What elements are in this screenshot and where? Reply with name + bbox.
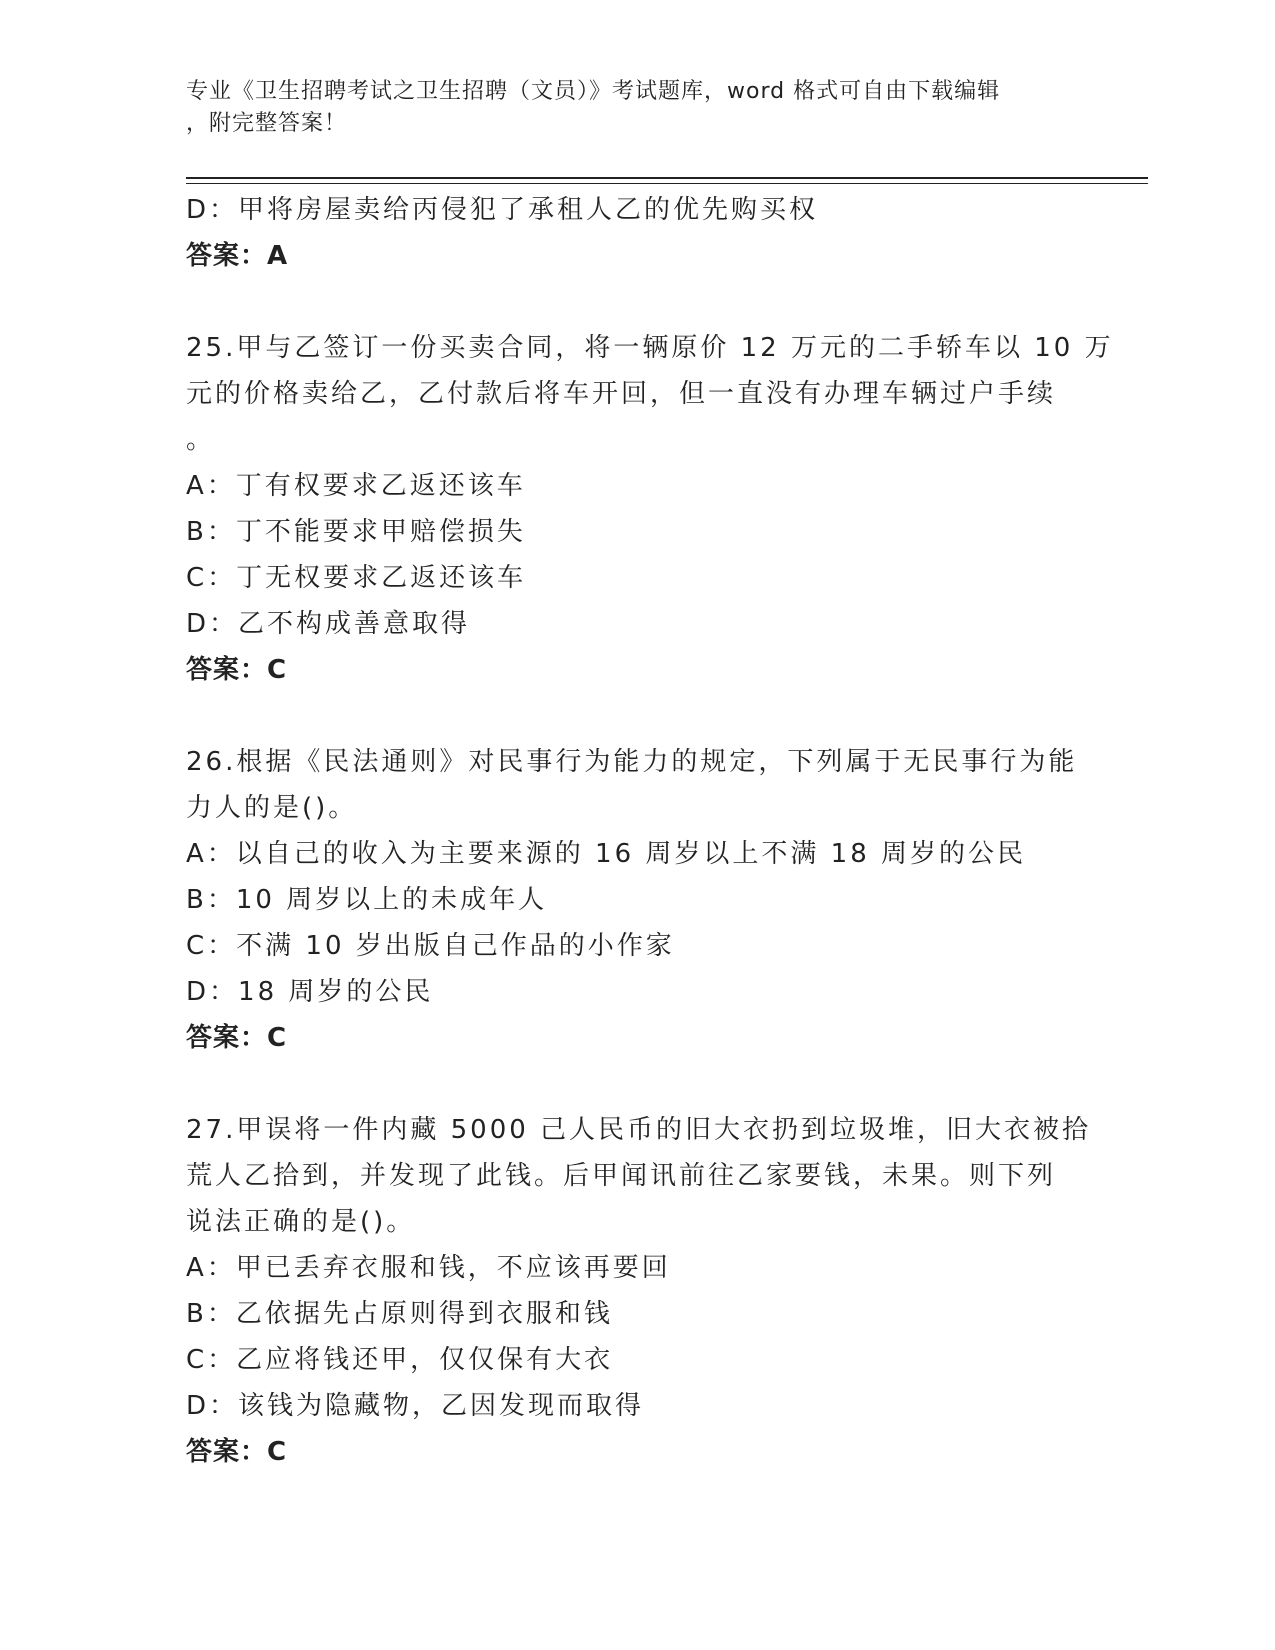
question-stem-line: 25.甲与乙签订一份买卖合同，将一辆原价 12 万元的二手轿车以 10 万 xyxy=(186,333,1114,363)
question-25 xyxy=(186,325,1114,693)
spacer xyxy=(186,1061,1086,1107)
option-d: D：乙不构成善意取得 xyxy=(186,609,471,639)
header-line-2: ，附完整答案！ xyxy=(186,111,348,136)
option-d: D：18 周岁的公民 xyxy=(186,977,434,1007)
question-stem-line: 26.根据《民法通则》对民事行为能力的规定，下列属于无民事行为能 xyxy=(186,747,1078,777)
option-a: A：甲已丢弃衣服和钱，不应该再要回 xyxy=(186,1253,671,1283)
question-stem-line: 力人的是()。 xyxy=(186,793,358,823)
option-b: B：乙依据先占原则得到衣服和钱 xyxy=(186,1299,613,1329)
question-27 xyxy=(186,1107,1092,1475)
header-line-1: 专业《卫生招聘考试之卫生招聘（文员）》考试题库，word 格式可自由下载编辑 xyxy=(186,79,1001,104)
question-stem-line: 。 xyxy=(186,425,216,455)
answer: 答案：A xyxy=(186,241,289,271)
spacer xyxy=(186,279,1086,325)
answer: 答案：C xyxy=(186,1437,288,1467)
question-stem-line: 荒人乙拾到，并发现了此钱。后甲闻讯前往乙家要钱，未果。则下列 xyxy=(186,1161,1057,1191)
answer: 答案：C xyxy=(186,655,288,685)
option-c: C：丁无权要求乙返还该车 xyxy=(186,563,527,593)
option-c: C：不满 10 岁出版自己作品的小作家 xyxy=(186,931,675,961)
option-d: D：甲将房屋卖给丙侵犯了承租人乙的优先购买权 xyxy=(186,195,819,225)
answer: 答案：C xyxy=(186,1023,288,1053)
question-stem-line: 27.甲误将一件内藏 5000 己人民币的旧大衣扔到垃圾堆，旧大衣被拾 xyxy=(186,1115,1092,1145)
option-c: C：乙应将钱还甲，仅仅保有大衣 xyxy=(186,1345,614,1375)
option-b: B：10 周岁以上的未成年人 xyxy=(186,885,548,915)
document-body xyxy=(186,187,1114,1475)
header-divider-thin xyxy=(186,183,1148,184)
question-stem-line: 元的价格卖给乙，乙付款后将车开回，但一直没有办理车辆过户手续 xyxy=(186,379,1057,409)
option-b: B：丁不能要求甲赔偿损失 xyxy=(186,517,526,547)
page-header xyxy=(186,76,1086,140)
option-d: D：该钱为隐藏物，乙因发现而取得 xyxy=(186,1391,645,1421)
question-stem-line: 说法正确的是()。 xyxy=(186,1207,416,1237)
option-a: A：以自己的收入为主要来源的 16 周岁以上不满 18 周岁的公民 xyxy=(186,839,1027,869)
question-26 xyxy=(186,739,1086,1061)
option-a: A：丁有权要求乙返还该车 xyxy=(186,471,526,501)
header-divider-thick xyxy=(186,177,1148,179)
previous-question-tail xyxy=(186,187,1086,279)
spacer xyxy=(186,693,1086,739)
